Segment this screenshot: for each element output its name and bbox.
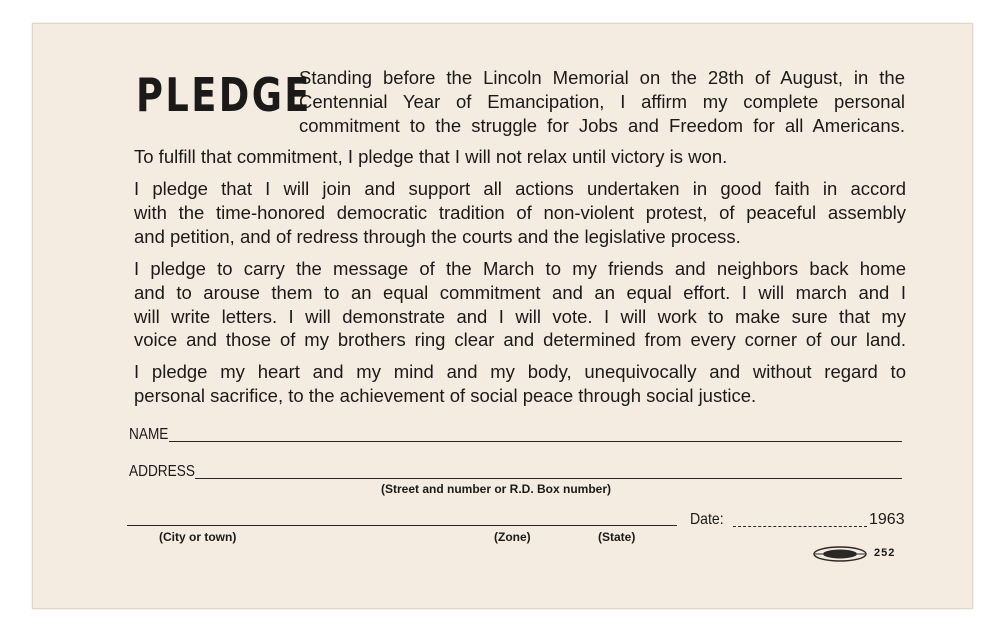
intro-line-3: commitment to the struggle for Jobs and Freedom for all Americans. <box>299 114 905 136</box>
paragraph-line: I pledge my heart and my mind and my body, unequivocally and without regard to <box>134 361 906 382</box>
address-hint: (Street and number or R.D. Box number) <box>381 482 612 496</box>
paragraph-heart <box>134 360 906 408</box>
union-bug-code: 252 <box>874 547 896 559</box>
city-zone-state-line[interactable] <box>127 525 677 526</box>
paragraph-line: and petition, and of redress through the courts and the legislative process. <box>134 225 741 247</box>
paragraph-message <box>134 257 906 352</box>
paragraph-line: voice and those of my brothers ring clear and determined from every corner of our land. <box>134 329 906 351</box>
intro-line-1: Standing before the Lincoln Memorial on the 28th of August, in the <box>299 67 905 88</box>
paragraph-line: To fulfill that commitment, I pledge that I will not relax until victory is won. <box>134 146 728 167</box>
paragraph-line: will write letters. I will demonstrate and I will vote. I will work to make sure that my <box>134 305 906 327</box>
zone-label: (Zone) <box>494 530 531 544</box>
date-line[interactable] <box>733 526 867 527</box>
address-label: ADDRESS <box>129 463 195 480</box>
paragraph-line: I pledge to carry the message of the March to my friends and neighbors back home <box>134 258 906 279</box>
date-label: Date: <box>690 511 724 528</box>
paragraph-line: with the time-honored democratic tradition of non-violent protest, of peaceful assembly <box>134 201 906 223</box>
paragraph-line: and to arouse them to an equal commitment and an equal effort. I will march and I <box>134 281 906 303</box>
paragraph-commitment <box>134 145 906 169</box>
paragraph-line: personal sacrifice, to the achievement of social peace through social justice. <box>134 384 757 406</box>
pledge-title: PLEDGE <box>136 68 312 122</box>
union-bug-icon <box>813 546 867 562</box>
name-line[interactable] <box>169 441 902 442</box>
paragraph-actions <box>134 177 906 248</box>
state-label: (State) <box>598 530 636 544</box>
city-label: (City or town) <box>159 530 237 544</box>
date-year: 1963 <box>869 511 905 528</box>
address-line[interactable] <box>195 478 902 479</box>
name-label: NAME <box>129 426 169 443</box>
paragraph-line: I pledge that I will join and support all actions undertaken in good faith in accord <box>134 178 906 199</box>
pledge-card <box>32 23 973 609</box>
intro-line-2: Centennial Year of Emancipation, I affirm my complete personal <box>299 90 905 112</box>
intro-text <box>299 66 905 137</box>
